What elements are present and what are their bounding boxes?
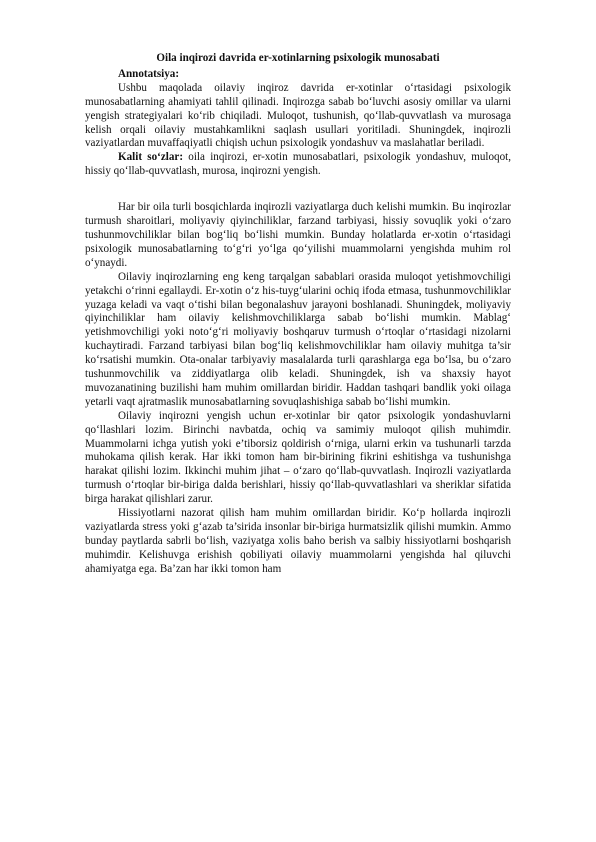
document-page [85, 52, 511, 577]
annotation-heading: Annotatsiya: [118, 67, 180, 80]
keywords-paragraph [85, 151, 511, 179]
keywords-label: Kalit so‘zlar: [118, 151, 184, 164]
document-title: Oila inqirozi davrida er-xotinlarning psixologik munosabati [156, 52, 440, 64]
section-spacer [85, 179, 511, 201]
body-paragraph: Hissiyotlarni nazorat qilish ham muhim omillardan biridir. Ko‘p hollarda inqirozli vaziyatlarda stress yoki g‘azab ta’sirida insonlar bir-biriga hurmatsizlik qilishi mumkin. Ammo bunday paytlarda sabrli bo‘lish, vaziyatga xolis baho berish va salbiy hissiyotlarni boshqarish muhimdir. Kelishuvga erishish qobiliyati oilaviy muammolarni yengishda hal qiluvchi ahamiyatga ega. Ba’zan har ikki tomon ham [85, 507, 511, 575]
body-paragraph: Oilaviy inqirozni yengish uchun er-xotinlar bir qator psixologik yondashuvlarni qo‘llashlari lozim. Birinchi navbatda, ochiq va samimiy muloqot qilish muhimdir. Muammolarni ichga yutish yoki e’tiborsiz qoldirish o‘rniga, ularni erkin va tushunarli tarzda muhokama qilish kerak. Har ikki tomon ham bir-birining fikrini eshitishga va tushunishga harakat qilishi lozim. Ikkinchi muhim jihat – o‘zaro qo‘llab-quvvatlash. Inqirozli vaziyatlarda turmush o‘rtoqlar bir-biriga dalda berishlari, hissiy qo‘llab-quvvatlashlari va sheriklar sifatida birga harakat qilishlari zarur. [85, 409, 511, 506]
body-paragraph: Oilaviy inqirozlarning eng keng tarqalgan sabablari orasida muloqot yetishmovchiligi yetakchi o‘rinni egallaydi. Er-xotin o‘z his-tuyg‘ularini ochiq ifoda etmasa, tushunmovchiliklar yuzaga keladi va vaqt o‘tishi bilan begonalashuv jarayoni boshlanadi. Shuningdek, moliyaviy qiyinchiliklar ham oilaviy kelishmovchiliklarga sabab bo‘lishi mumkin. Mablag‘ yetishmovchiligi yoki noto‘g‘ri moliyaviy boshqaruv turmush o‘rtoqlar o‘rtasidagi nizolarni kuchaytiradi. Farzand tarbiyasi bilan bog‘liq kelishmovchiliklar ham oilaviy muhitga ta’sir ko‘rsatishi mumkin. Ota-onalar tarbiyaviy masalalarda turli qarashlarga ega bo‘lsa, bu o‘zaro tushunmovchilik va ziddiyatlarga olib keladi. Shuningdek, ish va shaxsiy hayot muvozanatining buzilishi ham muhim omillardan biridir. Haddan tashqari bandlik yoki oilaga yetarli vaqt ajratmaslik munosabatlarning sovuqlashishiga sabab bo‘lishi mumkin. [85, 270, 511, 408]
body-paragraph: Har bir oila turli bosqichlarda inqirozli vaziyatlarga duch kelishi mumkin. Bu inqirozlar turmush sharoitlari, moliyaviy qiyinchiliklar, farzand tarbiyasi, hissiy sovuqlik yoki o‘zaro tushunmovchiliklar bilan bog‘liq bo‘lishi mumkin. Bunday holatlarda er-xotin o‘rtasidagi psixologik munosabatlarning to‘g‘ri yo‘lga qo‘yilishi muammolarni yengishda muhim rol o‘ynaydi. [85, 201, 511, 269]
keywords-text: oila inqirozi, er-xotin munosabatlari, psixologik yondashuv, muloqot, hissiy qo‘llab-quvvatlash, murosa, inqirozni yengish. [85, 151, 511, 178]
annotation-paragraph: Ushbu maqolada oilaviy inqiroz davrida er-xotinlar o‘rtasidagi psixologik munosabatlarning ahamiyati tahlil qilinadi. Inqirozga sabab bo‘luvchi asosiy omillar va ularni yengish strategiyalari ko‘rib chiqiladi. Muloqot, tushunish, qo‘llab-quvvatlash va murosaga kelish orqali oilaviy mustahkamlikni saqlash usullari yoritiladi. Shuningdek, inqirozli vaziyatlardan muvaffaqiyatli chiqish uchun psixologik yondashuv va maslahatlar beriladi. [85, 81, 511, 150]
